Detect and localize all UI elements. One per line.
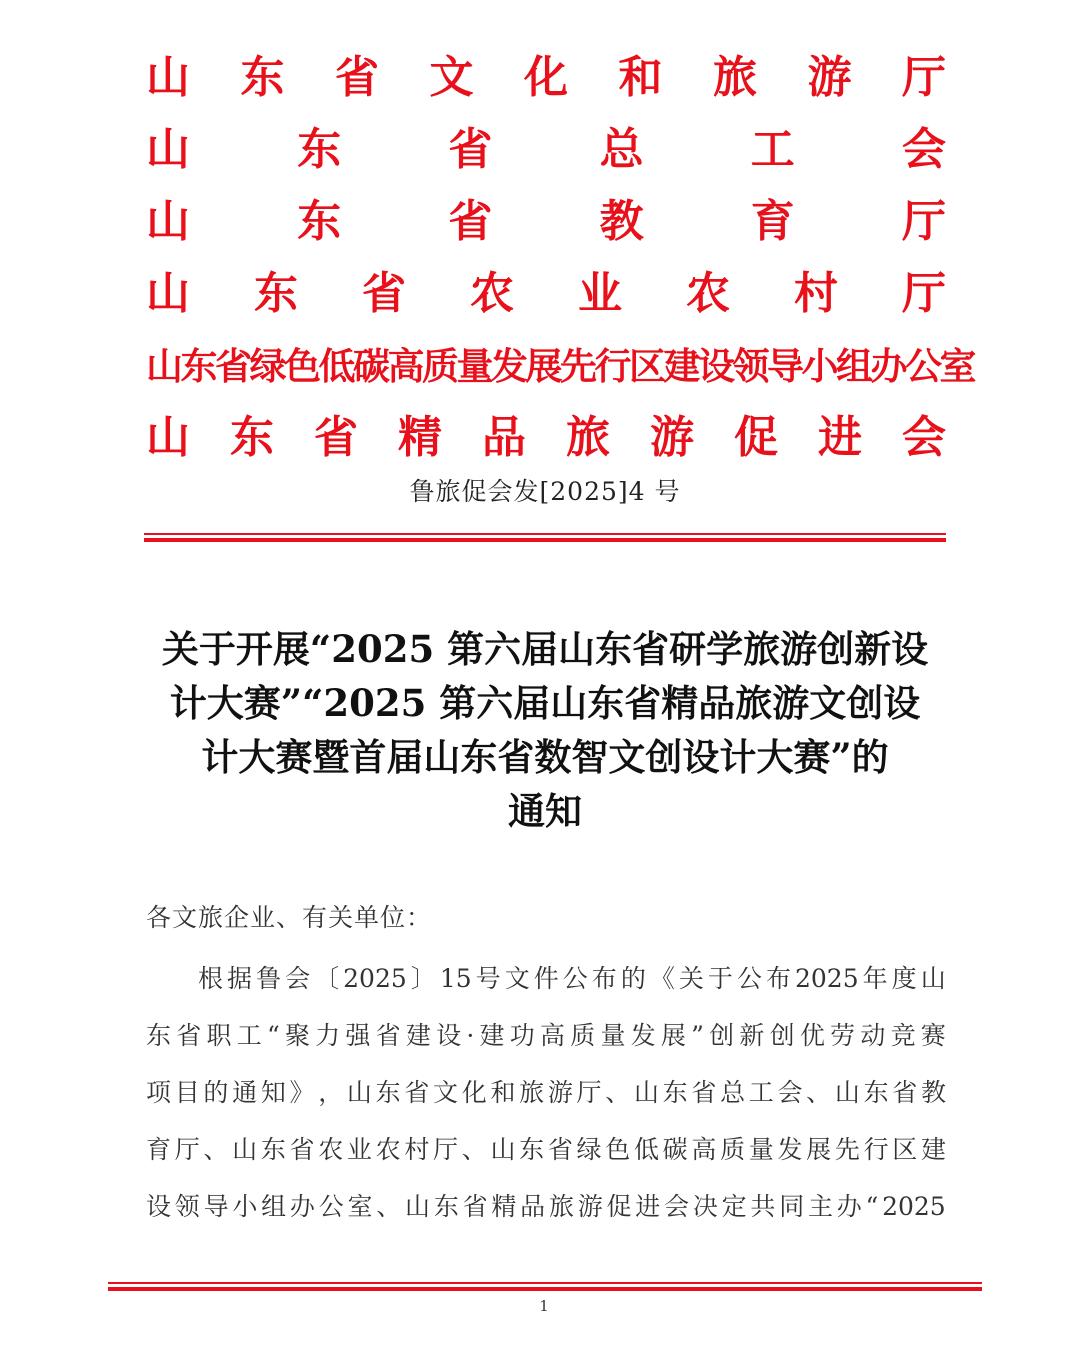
issuer-char: 业: [578, 268, 622, 319]
issuer-agriculture-dept: [146, 258, 946, 330]
issuer-char: 精: [398, 412, 442, 463]
body-token: 工: [748, 1078, 774, 1107]
body-line: [146, 1121, 946, 1178]
issuer-char: 东: [240, 52, 285, 103]
body-token: 件: [533, 964, 559, 993]
body-token: 度: [891, 964, 917, 993]
issuer-char: 农: [470, 268, 514, 319]
body-token: ”: [691, 1021, 704, 1050]
body-token: 2025: [882, 1192, 946, 1221]
body-token: 精: [491, 1192, 517, 1221]
body-token: 旅: [548, 1192, 574, 1221]
body-token: 建: [479, 1021, 505, 1050]
body-line: [146, 1007, 946, 1064]
issuer-culture-tourism-dept: [146, 42, 946, 114]
body-token: 省: [892, 1078, 918, 1107]
body-token: 行: [863, 1135, 889, 1164]
body-token: 目: [174, 1078, 200, 1107]
body-token: 于: [707, 964, 733, 993]
issuer-char: 会: [901, 124, 946, 175]
issuer-char: 总: [599, 124, 644, 175]
body-token: 农: [318, 1135, 344, 1164]
document-number: 鲁旅促会发[2025]4 号: [409, 477, 681, 506]
body-token: “: [266, 1021, 280, 1050]
issuer-education-dept: [146, 186, 946, 258]
body-token: 展: [806, 1135, 832, 1164]
body-token: 省: [547, 1135, 573, 1164]
issuer-char: 山: [146, 268, 190, 319]
body-token: 先: [834, 1135, 860, 1164]
body-token: 聚: [284, 1021, 310, 1050]
issuer-char: 省: [335, 52, 379, 103]
body-token: 力: [315, 1021, 341, 1050]
body-token: 会: [777, 1078, 803, 1107]
issuer-tourism-promotion-association: [146, 402, 946, 474]
issuer-char: 东: [297, 196, 342, 247]
salutation: 各文旅企业、有关单位：: [146, 903, 433, 932]
issuer-char: 和: [618, 52, 663, 103]
body-token: 游: [547, 1078, 573, 1107]
body-line: [146, 1178, 946, 1235]
body-token: 新: [739, 1021, 765, 1050]
body-token: 公: [736, 964, 762, 993]
body-token: 同: [779, 1192, 805, 1221]
issuer-char: 游: [650, 412, 694, 463]
body-token: 创: [769, 1021, 795, 1050]
body-token: 赛: [920, 1021, 946, 1050]
body-token: 厅: [576, 1078, 602, 1107]
issuer-char: 东: [297, 124, 342, 175]
body-token: 的: [620, 964, 646, 993]
body-token: 文: [504, 964, 530, 993]
body-token: 育: [146, 1135, 172, 1164]
body-token: 山: [346, 1078, 372, 1107]
body-token: 、: [806, 1078, 832, 1107]
body-token: 文: [433, 1078, 459, 1107]
issuer-char: 省: [362, 268, 406, 319]
body-token: 东: [662, 1078, 688, 1107]
body-token: 量: [600, 1021, 626, 1050]
body-token: 省: [176, 1021, 202, 1050]
body-token: 建: [405, 1021, 431, 1050]
body-token: 品: [520, 1192, 546, 1221]
body-token: 发: [777, 1135, 803, 1164]
body-token: 动: [860, 1021, 886, 1050]
body-token: 布: [765, 964, 791, 993]
body-token: 绿: [576, 1135, 602, 1164]
body-token: ·: [466, 1021, 475, 1050]
body-token: 会: [664, 1192, 690, 1221]
footer-divider-thick: [108, 1287, 982, 1291]
body-token: 游: [577, 1192, 603, 1221]
body-token: 设: [436, 1021, 462, 1050]
body-token: 导: [203, 1192, 229, 1221]
issuer-char: 山: [146, 412, 190, 463]
body-token: 质: [570, 1021, 596, 1050]
issuer-char: 工: [750, 124, 795, 175]
body-token: 的: [203, 1078, 229, 1107]
body-token: 旅: [519, 1078, 545, 1107]
body-token: 东: [519, 1135, 545, 1164]
issuer-char: 教: [599, 196, 644, 247]
body-token: 强: [345, 1021, 371, 1050]
body-token: 质: [720, 1135, 746, 1164]
body-token: 业: [346, 1135, 372, 1164]
title-line: 关于开展“2025 第六届山东省研学旅游创新设: [161, 627, 929, 671]
issuing-authorities: [146, 42, 974, 474]
issuer-char: 山: [146, 196, 190, 247]
body-token: 东: [375, 1078, 401, 1107]
body-token: 年: [862, 964, 888, 993]
body-token: 知: [260, 1078, 286, 1107]
body-token: 职: [206, 1021, 232, 1050]
body-token: 山: [920, 964, 946, 993]
body-token: 、: [376, 1192, 402, 1221]
body-token: 和: [490, 1078, 516, 1107]
body-token: 量: [748, 1135, 774, 1164]
body-token: 》: [289, 1078, 315, 1107]
body-token: 项: [146, 1078, 172, 1107]
issuer-char: 游: [807, 52, 852, 103]
body-token: 办: [836, 1192, 862, 1221]
issuer-char: 厅: [901, 196, 946, 247]
body-token: 办: [289, 1192, 315, 1221]
body-token: 通: [232, 1078, 258, 1107]
body-token: 色: [605, 1135, 631, 1164]
body-token: 工: [236, 1021, 262, 1050]
body-token: 发: [630, 1021, 656, 1050]
body-token: 鲁: [256, 964, 282, 993]
issuer-federation-of-trade-unions: [146, 114, 946, 186]
body-token: 主: [807, 1192, 833, 1221]
body-token: 东: [863, 1078, 889, 1107]
body-token: 设: [146, 1192, 172, 1221]
issuer-char: 东: [230, 412, 274, 463]
issuer-char: 促: [734, 412, 778, 463]
issuer-char: 东: [254, 268, 298, 319]
body-token: 功: [509, 1021, 535, 1050]
body-token: 室: [347, 1192, 373, 1221]
body-token: 2025: [343, 964, 407, 993]
body-token: 山: [633, 1078, 659, 1107]
body-token: 根: [198, 964, 224, 993]
issuer-char: 旅: [566, 412, 610, 463]
body-token: 东: [260, 1135, 286, 1164]
body-token: 厅: [174, 1135, 200, 1164]
body-token: 展: [660, 1021, 686, 1050]
notice-title: [140, 622, 950, 838]
body-token: ，: [318, 1078, 344, 1107]
title-line: 计大赛”“2025 第六届山东省精品旅游文创设: [169, 681, 921, 725]
body-token: 、: [605, 1078, 631, 1107]
body-token: 山: [405, 1192, 431, 1221]
body-token: 组: [261, 1192, 287, 1221]
body-token: 劳: [830, 1021, 856, 1050]
body-token: 促: [606, 1192, 632, 1221]
issuer-char: 省: [448, 124, 493, 175]
header-divider-thin: [144, 533, 946, 535]
body-token: 高: [539, 1021, 565, 1050]
body-token: 省: [289, 1135, 315, 1164]
body-token: 15: [439, 964, 472, 993]
body-token: 《: [649, 964, 675, 993]
body-token: 公: [318, 1192, 344, 1221]
issuer-char: 进: [818, 412, 862, 463]
body-token: 〕: [410, 964, 436, 993]
title-line: 计大赛暨首届山东省数智文创设计大赛”的: [201, 735, 889, 779]
body-token: 山: [490, 1135, 516, 1164]
footer-divider-thin: [108, 1282, 982, 1284]
issuer-char: 厅: [902, 52, 946, 103]
body-token: 化: [461, 1078, 487, 1107]
body-token: 省: [404, 1078, 430, 1107]
header-divider-thick: [144, 538, 946, 542]
issuer-char: 厅: [902, 268, 946, 319]
body-token: 共: [750, 1192, 776, 1221]
body-token: 低: [633, 1135, 659, 1164]
body-token: 山: [232, 1135, 258, 1164]
body-token: 省: [375, 1021, 401, 1050]
issuer-char: 山: [146, 124, 190, 175]
body-token: 2025: [795, 964, 859, 993]
issuer-char: 化: [524, 52, 568, 103]
issuer-char: 省: [448, 196, 493, 247]
body-token: 会: [285, 964, 311, 993]
body-token: 进: [635, 1192, 661, 1221]
body-token: 、: [461, 1135, 487, 1164]
body-token: 东: [433, 1192, 459, 1221]
body-token: 小: [232, 1192, 258, 1221]
body-token: 据: [227, 964, 253, 993]
issuer-char: 会: [902, 412, 946, 463]
body-token: 山: [834, 1078, 860, 1107]
page-number: 1: [539, 1297, 549, 1315]
body-token: 村: [404, 1135, 430, 1164]
issuer-green-low-carbon-office: 山东省绿色低碳高质量发展先行区建设领导小组办公室: [146, 344, 974, 388]
body-line: [146, 950, 946, 1007]
body-token: 号: [475, 964, 501, 993]
body-token: 省: [691, 1078, 717, 1107]
body-token: 公: [562, 964, 588, 993]
body-token: 教: [920, 1078, 946, 1107]
body-token: 厅: [433, 1135, 459, 1164]
body-token: 领: [174, 1192, 200, 1221]
issuer-char: 村: [794, 268, 838, 319]
body-token: 总: [720, 1078, 746, 1107]
body-token: 建: [920, 1135, 946, 1164]
body-token: 区: [892, 1135, 918, 1164]
body-token: 碳: [662, 1135, 688, 1164]
body-token: 关: [678, 964, 704, 993]
issuer-char: 品: [482, 412, 526, 463]
issuer-char: 农: [686, 268, 730, 319]
body-token: 〔: [314, 964, 340, 993]
body-token: 、: [203, 1135, 229, 1164]
issuer-char: 旅: [713, 52, 757, 103]
title-line: 通知: [508, 789, 582, 833]
issuer-char: 山: [146, 52, 190, 103]
issuer-char: 育: [750, 196, 795, 247]
body-token: 定: [721, 1192, 747, 1221]
body-token: 布: [591, 964, 617, 993]
issuer-char: 文: [429, 52, 474, 103]
issuer-char: 省: [314, 412, 358, 463]
body-token: “: [865, 1192, 879, 1221]
body-token: 决: [692, 1192, 718, 1221]
body-token: 优: [799, 1021, 825, 1050]
body-token: 创: [709, 1021, 735, 1050]
body-line: [146, 1064, 946, 1121]
body-token: 高: [691, 1135, 717, 1164]
body-token: 竞: [890, 1021, 916, 1050]
body-paragraph: [146, 950, 946, 1235]
body-token: 省: [462, 1192, 488, 1221]
body-token: 农: [375, 1135, 401, 1164]
body-token: 东: [146, 1021, 172, 1050]
